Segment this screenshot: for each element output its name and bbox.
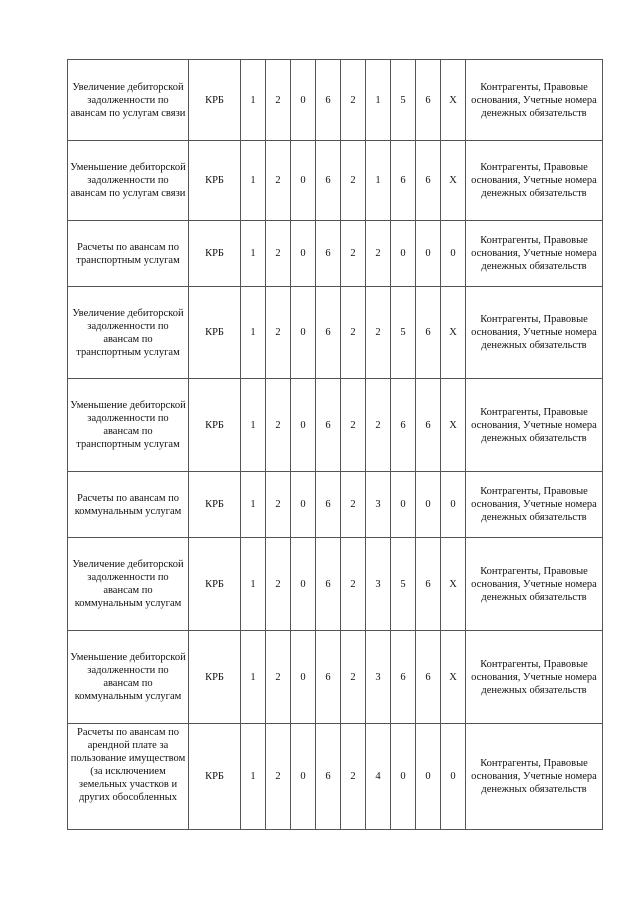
code-cell: КРБ — [189, 724, 241, 830]
account-name: Расчеты по авансам по арендной плате за пользование имуществом (за исключением земельных участков и других обособленных — [68, 724, 189, 830]
digit-cell: 6 — [316, 221, 341, 287]
table-row — [68, 60, 603, 141]
analytics-cell: Контрагенты, Правовые основания, Учетные номера денежных обязательств — [466, 724, 603, 830]
digit-cell: 5 — [391, 60, 416, 141]
digit-cell: 0 — [291, 472, 316, 538]
analytics-cell: Контрагенты, Правовые основания, Учетные номера денежных обязательств — [466, 379, 603, 472]
digit-cell: 6 — [316, 141, 341, 221]
digit-cell: 2 — [341, 538, 366, 631]
digit-cell: 0 — [416, 472, 441, 538]
digit-cell: 1 — [241, 631, 266, 724]
table-row — [68, 472, 603, 538]
digit-cell: 1 — [366, 141, 391, 221]
digit-cell: 6 — [316, 472, 341, 538]
table-row — [68, 221, 603, 287]
digit-cell: 0 — [441, 221, 466, 287]
digit-cell: 1 — [241, 538, 266, 631]
digit-cell: 0 — [416, 724, 441, 830]
digit-cell: 5 — [391, 287, 416, 379]
analytics-cell: Контрагенты, Правовые основания, Учетные номера денежных обязательств — [466, 221, 603, 287]
account-name: Увеличение дебиторской задолженности по авансам по транспортным услугам — [68, 287, 189, 379]
digit-cell: 6 — [416, 287, 441, 379]
digit-cell: 0 — [291, 379, 316, 472]
digit-cell: 0 — [391, 724, 416, 830]
digit-cell: 0 — [291, 631, 316, 724]
digit-cell: 0 — [391, 221, 416, 287]
digit-cell: 0 — [441, 472, 466, 538]
digit-cell: 2 — [266, 287, 291, 379]
digit-cell: 0 — [291, 724, 316, 830]
code-cell: КРБ — [189, 631, 241, 724]
digit-cell: 2 — [341, 724, 366, 830]
digit-cell: 6 — [391, 141, 416, 221]
digit-cell: 1 — [241, 141, 266, 221]
code-cell: КРБ — [189, 60, 241, 141]
digit-cell: 2 — [266, 379, 291, 472]
analytics-cell: Контрагенты, Правовые основания, Учетные номера денежных обязательств — [466, 287, 603, 379]
digit-cell: 6 — [316, 724, 341, 830]
table-row — [68, 724, 603, 830]
digit-cell: 3 — [366, 472, 391, 538]
digit-cell: 2 — [266, 141, 291, 221]
digit-cell: 5 — [391, 538, 416, 631]
digit-cell: 0 — [291, 287, 316, 379]
digit-cell: 2 — [341, 287, 366, 379]
digit-cell: 6 — [316, 631, 341, 724]
digit-cell: 4 — [366, 724, 391, 830]
digit-cell: X — [441, 141, 466, 221]
digit-cell: 1 — [241, 287, 266, 379]
digit-cell: 6 — [316, 538, 341, 631]
digit-cell: 2 — [341, 221, 366, 287]
digit-cell: 2 — [341, 141, 366, 221]
table-row — [68, 379, 603, 472]
analytics-cell: Контрагенты, Правовые основания, Учетные номера денежных обязательств — [466, 141, 603, 221]
digit-cell: 6 — [316, 60, 341, 141]
digit-cell: 0 — [291, 221, 316, 287]
digit-cell: X — [441, 631, 466, 724]
digit-cell: 6 — [416, 631, 441, 724]
account-name: Расчеты по авансам по коммунальным услугам — [68, 472, 189, 538]
digit-cell: 6 — [316, 287, 341, 379]
digit-cell: 2 — [266, 538, 291, 631]
code-cell: КРБ — [189, 141, 241, 221]
code-cell: КРБ — [189, 221, 241, 287]
digit-cell: 3 — [366, 538, 391, 631]
table-row — [68, 141, 603, 221]
digit-cell: 0 — [291, 538, 316, 631]
accounts-table — [67, 59, 603, 830]
digit-cell: 2 — [266, 221, 291, 287]
digit-cell: 2 — [266, 60, 291, 141]
analytics-cell: Контрагенты, Правовые основания, Учетные номера денежных обязательств — [466, 631, 603, 724]
digit-cell: 2 — [366, 379, 391, 472]
digit-cell: 1 — [241, 221, 266, 287]
digit-cell: X — [441, 287, 466, 379]
account-name: Расчеты по авансам по транспортным услугам — [68, 221, 189, 287]
analytics-cell: Контрагенты, Правовые основания, Учетные номера денежных обязательств — [466, 472, 603, 538]
code-cell: КРБ — [189, 472, 241, 538]
digit-cell: 0 — [291, 141, 316, 221]
digit-cell: 6 — [391, 379, 416, 472]
digit-cell: 6 — [416, 141, 441, 221]
digit-cell: 2 — [266, 724, 291, 830]
digit-cell: 2 — [341, 631, 366, 724]
account-name: Уменьшение дебиторской задолженности по авансам по услугам связи — [68, 141, 189, 221]
digit-cell: 2 — [366, 221, 391, 287]
analytics-cell: Контрагенты, Правовые основания, Учетные номера денежных обязательств — [466, 538, 603, 631]
digit-cell: 0 — [391, 472, 416, 538]
digit-cell: 3 — [366, 631, 391, 724]
digit-cell: 6 — [416, 538, 441, 631]
table-row — [68, 287, 603, 379]
digit-cell: 2 — [341, 379, 366, 472]
code-cell: КРБ — [189, 287, 241, 379]
digit-cell: 1 — [241, 472, 266, 538]
digit-cell: X — [441, 379, 466, 472]
digit-cell: 1 — [366, 60, 391, 141]
digit-cell: 6 — [391, 631, 416, 724]
digit-cell: 6 — [316, 379, 341, 472]
digit-cell: X — [441, 60, 466, 141]
digit-cell: 0 — [441, 724, 466, 830]
analytics-cell: Контрагенты, Правовые основания, Учетные номера денежных обязательств — [466, 60, 603, 141]
table-row — [68, 631, 603, 724]
digit-cell: 0 — [416, 221, 441, 287]
digit-cell: 0 — [291, 60, 316, 141]
digit-cell: X — [441, 538, 466, 631]
digit-cell: 1 — [241, 724, 266, 830]
code-cell: КРБ — [189, 538, 241, 631]
digit-cell: 2 — [341, 472, 366, 538]
digit-cell: 2 — [366, 287, 391, 379]
digit-cell: 1 — [241, 379, 266, 472]
table-row — [68, 538, 603, 631]
account-name: Увеличение дебиторской задолженности по авансам по услугам связи — [68, 60, 189, 141]
account-name: Увеличение дебиторской задолженности по авансам по коммунальным услугам — [68, 538, 189, 631]
digit-cell: 6 — [416, 379, 441, 472]
code-cell: КРБ — [189, 379, 241, 472]
account-name: Уменьшение дебиторской задолженности по авансам по коммунальным услугам — [68, 631, 189, 724]
digit-cell: 1 — [241, 60, 266, 141]
digit-cell: 2 — [341, 60, 366, 141]
account-name: Уменьшение дебиторской задолженности по авансам по транспортным услугам — [68, 379, 189, 472]
digit-cell: 2 — [266, 472, 291, 538]
digit-cell: 6 — [416, 60, 441, 141]
digit-cell: 2 — [266, 631, 291, 724]
